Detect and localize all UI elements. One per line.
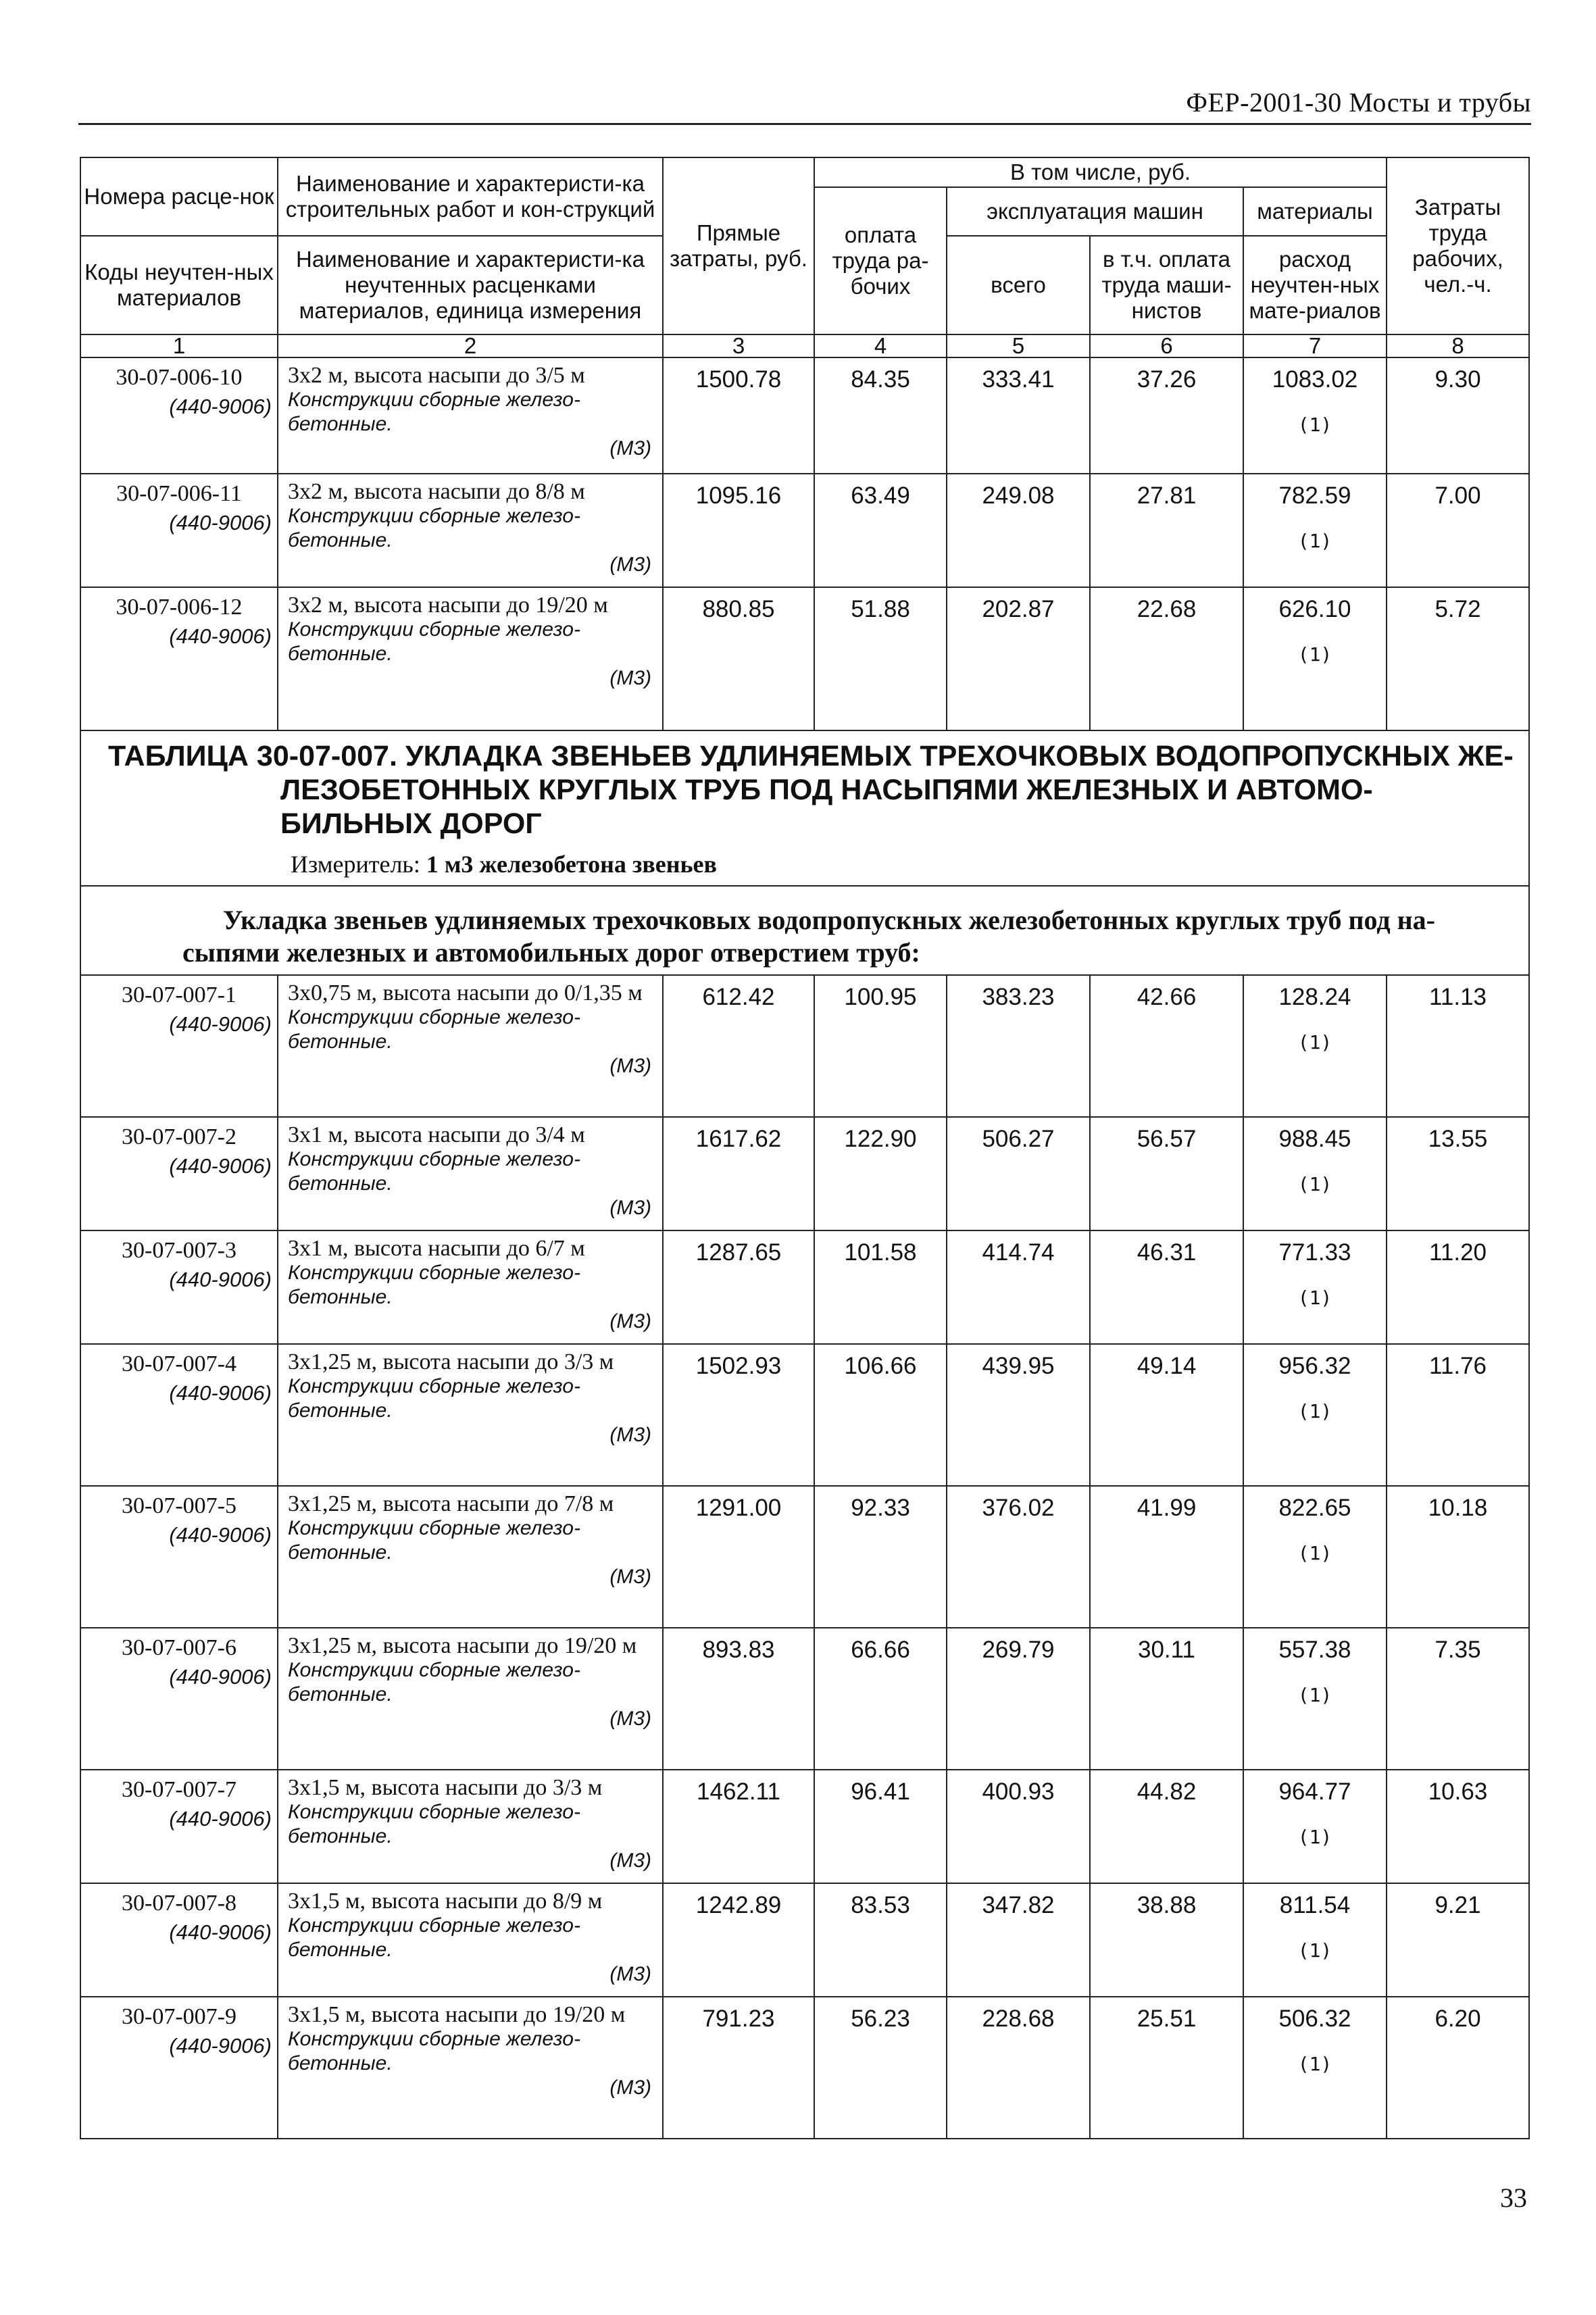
col-number-1: 1: [80, 334, 278, 357]
rates-table: [80, 157, 1530, 2139]
material-code: (440-9006): [169, 1920, 272, 1944]
direct-costs: 1462.11: [663, 1770, 814, 1883]
footnote-mark: (1): [1297, 1400, 1332, 1422]
table-row: [80, 1628, 1529, 1770]
col-header-direct-costs: Прямые затраты, руб.: [663, 157, 814, 334]
machine-total: 202.87: [947, 587, 1090, 730]
table-row: [80, 357, 1529, 474]
work-name: 3х2 м, высота насыпи до 3/5 м: [288, 363, 585, 388]
material-code: (440-9006): [169, 511, 272, 534]
table-title: [108, 739, 1515, 841]
material-name: Конструкции сборные железо-бетонные.: [288, 1375, 580, 1422]
material-code: (440-9006): [169, 1268, 272, 1291]
machinist-pay: 37.26: [1090, 357, 1243, 474]
document-header-title: ФЕР-2001-30 Мосты и трубы: [1186, 87, 1531, 118]
worker-pay: 84.35: [814, 357, 947, 474]
material-name: Конструкции сборные железо-бетонные.: [288, 1801, 580, 1847]
footnote-mark: (1): [1297, 1542, 1332, 1564]
work-name: 3х2 м, высота насыпи до 19/20 м: [288, 593, 608, 618]
direct-costs: 1617.62: [663, 1117, 814, 1230]
footnote-mark: (1): [1297, 2053, 1332, 2075]
material-name: Конструкции сборные железо-бетонные.: [288, 2028, 580, 2074]
work-name: 3х1 м, высота насыпи до 3/4 м: [288, 1122, 585, 1147]
worker-pay: 96.41: [814, 1770, 947, 1883]
rate-code: 30-07-006-12: [116, 595, 243, 620]
col-header-materials: материалы: [1243, 187, 1387, 236]
direct-costs: 893.83: [663, 1628, 814, 1770]
col-header-labor-hours: Затраты труда рабочих, чел.-ч.: [1387, 157, 1529, 334]
labor-hours: 10.18: [1387, 1486, 1529, 1628]
machine-total: 376.02: [947, 1486, 1090, 1628]
table-row: [80, 1883, 1529, 1997]
material-unit: (М3): [609, 437, 651, 459]
col-number-6: 6: [1090, 334, 1243, 357]
material-code: (440-9006): [169, 1523, 272, 1547]
machinist-pay: 25.51: [1090, 1997, 1243, 2139]
labor-hours: 10.63: [1387, 1770, 1529, 1883]
rate-code-cell: [80, 1628, 278, 1770]
footnote-mark: (1): [1297, 1826, 1332, 1848]
materials-cost: 626.10: [1278, 596, 1351, 622]
work-name-cell: [278, 975, 663, 1117]
material-unit: (М3): [609, 1424, 651, 1446]
materials-cell: [1243, 357, 1387, 474]
rate-code: 30-07-006-11: [116, 481, 242, 506]
material-code: (440-9006): [169, 1665, 272, 1689]
materials-cell: [1243, 1230, 1387, 1344]
machinist-pay: 42.66: [1090, 975, 1243, 1117]
materials-cost: 1083.02: [1272, 366, 1358, 393]
work-name: 3х0,75 м, высота насыпи до 0/1,35 м: [288, 980, 643, 1005]
materials-cost: 988.45: [1278, 1126, 1351, 1152]
rate-code-cell: [80, 1770, 278, 1883]
work-name: 3х1,5 м, высота насыпи до 19/20 м: [288, 2002, 626, 2027]
col-header-machinist-pay: в т.ч. оплата труда маши-нистов: [1090, 236, 1243, 334]
rate-code: 30-07-007-4: [122, 1351, 236, 1376]
footnote-mark: (1): [1297, 1031, 1332, 1053]
machine-total: 383.23: [947, 975, 1090, 1117]
direct-costs: 612.42: [663, 975, 814, 1117]
col-header-machine-total: всего: [947, 236, 1090, 334]
machinist-pay: 27.81: [1090, 474, 1243, 587]
materials-cost: 557.38: [1278, 1637, 1351, 1663]
col-number-4: 4: [814, 334, 947, 357]
materials-cost: 782.59: [1278, 482, 1351, 509]
material-unit: (М3): [609, 2076, 651, 2099]
table-row: [80, 1344, 1529, 1486]
work-name: 3х2 м, высота насыпи до 8/8 м: [288, 479, 585, 504]
direct-costs: 1095.16: [663, 474, 814, 587]
work-name-cell: [278, 1770, 663, 1883]
labor-hours: 7.35: [1387, 1628, 1529, 1770]
rate-code: 30-07-007-2: [122, 1124, 236, 1149]
worker-pay: 66.66: [814, 1628, 947, 1770]
material-name: Конструкции сборные железо-бетонные.: [288, 618, 580, 665]
material-code: (440-9006): [169, 395, 272, 418]
measure-label: Измеритель:: [291, 851, 420, 878]
direct-costs: 1242.89: [663, 1883, 814, 1997]
machine-total: 228.68: [947, 1997, 1090, 2139]
machinist-pay: 46.31: [1090, 1230, 1243, 1344]
worker-pay: 51.88: [814, 587, 947, 730]
materials-cost: 964.77: [1278, 1778, 1351, 1805]
materials-cell: [1243, 1883, 1387, 1997]
work-name-cell: [278, 474, 663, 587]
worker-pay: 63.49: [814, 474, 947, 587]
footnote-mark: (1): [1297, 1939, 1332, 1962]
col-header-material-codes: Коды неучтен-ных материалов: [80, 236, 278, 334]
material-unit: (М3): [609, 1055, 651, 1077]
rate-code: 30-07-007-5: [122, 1493, 236, 1518]
material-code: (440-9006): [169, 1381, 272, 1405]
material-name: Конструкции сборные железо-бетонные.: [288, 1914, 580, 1961]
footnote-mark: (1): [1297, 643, 1332, 666]
materials-cost: 771.33: [1278, 1239, 1351, 1266]
material-name: Конструкции сборные железо-бетонные.: [288, 505, 580, 551]
materials-cell: [1243, 1770, 1387, 1883]
material-code: (440-9006): [169, 1807, 272, 1831]
labor-hours: 11.13: [1387, 975, 1529, 1117]
machine-total: 333.41: [947, 357, 1090, 474]
machinist-pay: 44.82: [1090, 1770, 1243, 1883]
machine-total: 400.93: [947, 1770, 1090, 1883]
machinist-pay: 38.88: [1090, 1883, 1243, 1997]
worker-pay: 101.58: [814, 1230, 947, 1344]
labor-hours: 6.20: [1387, 1997, 1529, 2139]
worker-pay: 83.53: [814, 1883, 947, 1997]
worker-pay: 106.66: [814, 1344, 947, 1486]
labor-hours: 11.20: [1387, 1230, 1529, 1344]
table-title-line-2: ЛЕЗОБЕТОННЫХ КРУГЛЫХ ТРУБ ПОД НАСЫПЯМИ ЖЕЛЕЗНЫХ И АВТОМО-: [280, 774, 1373, 806]
machine-total: 414.74: [947, 1230, 1090, 1344]
material-name: Конструкции сборные железо-бетонные.: [288, 1262, 580, 1308]
table-row: [80, 1117, 1529, 1230]
work-name-cell: [278, 1486, 663, 1628]
col-number-5: 5: [947, 334, 1090, 357]
direct-costs: 1291.00: [663, 1486, 814, 1628]
direct-costs: 1500.78: [663, 357, 814, 474]
machine-total: 249.08: [947, 474, 1090, 587]
rate-code-cell: [80, 587, 278, 730]
work-name: 3х1,25 м, высота насыпи до 3/3 м: [288, 1349, 614, 1374]
work-name-cell: [278, 357, 663, 474]
direct-costs: 1502.93: [663, 1344, 814, 1486]
machinist-pay: 30.11: [1090, 1628, 1243, 1770]
rate-code-cell: [80, 1883, 278, 1997]
labor-hours: 11.76: [1387, 1344, 1529, 1486]
rate-code: 30-07-007-9: [122, 2004, 236, 2029]
measure-unit: [108, 850, 1515, 878]
material-unit: (М3): [609, 1566, 651, 1588]
work-name: 3х1,25 м, высота насыпи до 19/20 м: [288, 1633, 637, 1658]
work-name-cell: [278, 1883, 663, 1997]
material-code: (440-9006): [169, 1154, 272, 1178]
col-header-material-names: Наименование и характеристи-ка неучтенных расценками материалов, единица измерения: [278, 236, 663, 334]
material-name: Конструкции сборные железо-бетонные.: [288, 1517, 580, 1564]
direct-costs: 880.85: [663, 587, 814, 730]
rate-code: 30-07-006-10: [116, 365, 243, 390]
work-name-cell: [278, 1344, 663, 1486]
machine-total: 347.82: [947, 1883, 1090, 1997]
labor-hours: 13.55: [1387, 1117, 1529, 1230]
table-row: [80, 587, 1529, 730]
work-name: 3х1 м, высота насыпи до 6/7 м: [288, 1236, 585, 1261]
machine-total: 269.79: [947, 1628, 1090, 1770]
rate-code-cell: [80, 1117, 278, 1230]
section-subtitle-block: [80, 886, 1529, 975]
col-number-7: 7: [1243, 334, 1387, 357]
col-header-work-name: Наименование и характеристи-ка строительных работ и кон-струкций: [278, 157, 663, 236]
labor-hours: 5.72: [1387, 587, 1529, 730]
materials-cell: [1243, 1486, 1387, 1628]
labor-hours: 9.21: [1387, 1883, 1529, 1997]
material-name: Конструкции сборные железо-бетонные.: [288, 389, 580, 435]
table-row: [80, 1486, 1529, 1628]
material-name: Конструкции сборные железо-бетонные.: [288, 1148, 580, 1195]
work-name: 3х1,5 м, высота насыпи до 3/3 м: [288, 1775, 603, 1800]
materials-cell: [1243, 1628, 1387, 1770]
machine-total: 506.27: [947, 1117, 1090, 1230]
rate-code: 30-07-007-1: [122, 982, 236, 1007]
materials-cell: [1243, 1117, 1387, 1230]
worker-pay: 100.95: [814, 975, 947, 1117]
footnote-mark: (1): [1297, 414, 1332, 436]
col-number-2: 2: [278, 334, 663, 357]
machinist-pay: 49.14: [1090, 1344, 1243, 1486]
col-header-machine-operation: эксплуатация машин: [947, 187, 1243, 236]
measure-value: 1 м3 железобетона звеньев: [426, 851, 717, 878]
footnote-mark: (1): [1297, 1684, 1332, 1706]
work-name-cell: [278, 1997, 663, 2139]
direct-costs: 1287.65: [663, 1230, 814, 1344]
work-name-cell: [278, 1628, 663, 1770]
rate-code-cell: [80, 357, 278, 474]
materials-cell: [1243, 587, 1387, 730]
materials-cost: 811.54: [1279, 1892, 1351, 1918]
col-header-worker-pay: оплата труда ра-бочих: [814, 187, 947, 334]
rate-code-cell: [80, 1230, 278, 1344]
labor-hours: 9.30: [1387, 357, 1529, 474]
machinist-pay: 56.57: [1090, 1117, 1243, 1230]
material-code: (440-9006): [169, 624, 272, 648]
material-unit: (М3): [609, 1963, 651, 1985]
rate-code: 30-07-007-3: [122, 1238, 236, 1263]
table-row: [80, 1230, 1529, 1344]
materials-cost: 506.32: [1278, 2006, 1351, 2032]
materials-cell: [1243, 474, 1387, 587]
material-unit: (М3): [609, 1849, 651, 1872]
work-name: 3х1,25 м, высота насыпи до 7/8 м: [288, 1491, 614, 1516]
footnote-mark: (1): [1297, 530, 1332, 552]
section-subtitle: [95, 904, 1515, 969]
materials-cost: 822.65: [1278, 1495, 1351, 1521]
header-rule: [78, 123, 1531, 125]
col-number-3: 3: [663, 334, 814, 357]
material-unit: (М3): [609, 1708, 651, 1730]
material-unit: (М3): [609, 1197, 651, 1219]
page-number: 33: [1500, 2183, 1527, 2213]
work-name: 3х1,5 м, высота насыпи до 8/9 м: [288, 1889, 603, 1914]
machinist-pay: 41.99: [1090, 1486, 1243, 1628]
rate-code-cell: [80, 1344, 278, 1486]
material-unit: (М3): [609, 553, 651, 576]
rate-code: 30-07-007-8: [122, 1891, 236, 1916]
rate-code: 30-07-007-6: [122, 1635, 236, 1660]
materials-cost: 128.24: [1278, 984, 1351, 1010]
table-title-block: [80, 730, 1529, 886]
material-code: (440-9006): [169, 2034, 272, 2058]
rate-code-cell: [80, 474, 278, 587]
footnote-mark: (1): [1297, 1287, 1332, 1309]
table-row: [80, 1770, 1529, 1883]
work-name-cell: [278, 1230, 663, 1344]
materials-cost: 956.32: [1278, 1353, 1351, 1379]
table-row: [80, 474, 1529, 587]
work-name-cell: [278, 587, 663, 730]
material-name: Конструкции сборные железо-бетонные.: [288, 1006, 580, 1053]
col-header-rate-numbers: Номера расце-нок: [80, 157, 278, 236]
material-code: (440-9006): [169, 1012, 272, 1036]
material-unit: (М3): [609, 1310, 651, 1333]
rate-code-cell: [80, 975, 278, 1117]
section-subtitle-line-1: Укладка звеньев удлиняемых трехочковых водопропускных железобетонных круглых труб под на-: [223, 905, 1435, 935]
col-header-unaccounted-materials: расход неучтен-ных мате-риалов: [1243, 236, 1387, 334]
material-unit: (М3): [609, 667, 651, 689]
direct-costs: 791.23: [663, 1997, 814, 2139]
col-number-8: 8: [1387, 334, 1529, 357]
materials-cell: [1243, 1344, 1387, 1486]
table-title-line-1: ТАБЛИЦА 30-07-007. УКЛАДКА ЗВЕНЬЕВ УДЛИНЯЕМЫХ ТРЕХОЧКОВЫХ ВОДОПРОПУСКНЫХ ЖЕ-: [108, 740, 1514, 772]
rate-code-cell: [80, 1486, 278, 1628]
rate-code: 30-07-007-7: [122, 1777, 236, 1802]
footnote-mark: (1): [1297, 1173, 1332, 1195]
materials-cell: [1243, 1997, 1387, 2139]
table-row: [80, 1997, 1529, 2139]
material-name: Конструкции сборные железо-бетонные.: [288, 1659, 580, 1706]
machinist-pay: 22.68: [1090, 587, 1243, 730]
table-row: [80, 975, 1529, 1117]
work-name-cell: [278, 1117, 663, 1230]
table-title-line-3: БИЛЬНЫХ ДОРОГ: [280, 807, 542, 840]
materials-cell: [1243, 975, 1387, 1117]
labor-hours: 7.00: [1387, 474, 1529, 587]
worker-pay: 92.33: [814, 1486, 947, 1628]
col-header-including: В том числе, руб.: [814, 157, 1387, 187]
section-subtitle-line-2: сыпями железных и автомобильных дорог отверстием труб:: [182, 937, 920, 968]
worker-pay: 122.90: [814, 1117, 947, 1230]
worker-pay: 56.23: [814, 1997, 947, 2139]
rate-code-cell: [80, 1997, 278, 2139]
machine-total: 439.95: [947, 1344, 1090, 1486]
